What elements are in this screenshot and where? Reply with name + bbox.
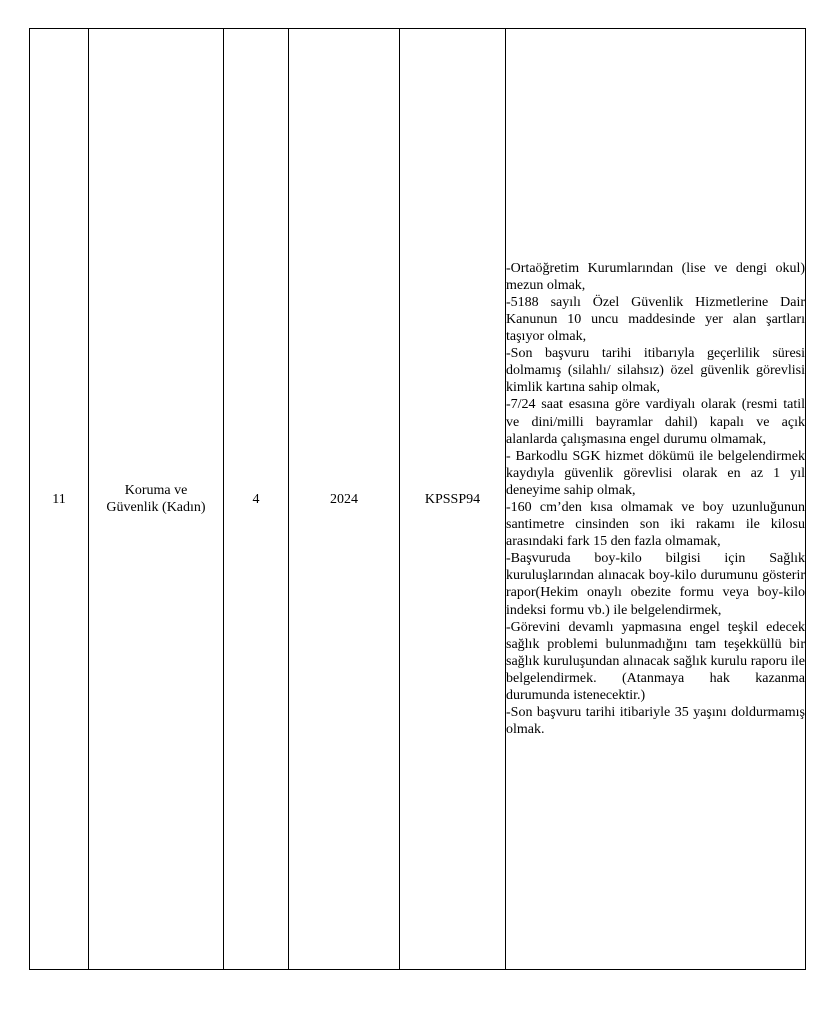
requirement-item: -Başvuruda boy-kilo bilgisi için Sağlık kuruluşlarından alınacak boy-kilo durumunu gösterir rapor(Hekim onaylı obezite formu veya boy-kilo indeksi formu vb.) ile belgelendirmek, [506,551,805,618]
requirement-item: -Son başvuru tarihi itibarıyla geçerlilik süresi dolmamış (silahlı/ silahsız) özel güvenlik görevlisi kimlik kartına sahip olmak, [506,346,805,396]
requirement-item: -7/24 saat esasına göre vardiyalı olarak (resmi tatil ve dini/milli bayramlar dahil) kapalı ve açık alanlarda çalışmasına engel durumu olmamak, [506,397,805,447]
position-title-line-1: Koruma ve [124,483,188,498]
count-cell: 4 [224,29,289,970]
score-type-cell: KPSSP94 [400,29,506,970]
requirement-item: -Görevini devamlı yapmasına engel teşkil edecek sağlık problemi bulunmadığını tam teşekküllü bir sağlık kuruluşundan alınacak sağlık kurulu raporu ile belgelendirmek. (Atanmaya hak kazanma durumunda istenecektir.) [506,619,805,704]
requirements-table [29,28,806,970]
sira-no-cell: 11 [30,29,89,970]
requirements-cell [506,29,806,970]
requirement-item: -Ortaöğretim Kurumlarından (lise ve dengi okul) mezun olmak, [506,260,805,293]
requirement-item: -5188 sayılı Özel Güvenlik Hizmetlerine Dair Kanunun 10 uncu maddesinde yer alan şartları taşıyor olmak, [506,294,805,345]
requirement-item: -Son başvuru tarihi itibariyle 35 yaşını doldurmamış olmak. [506,705,805,738]
year-cell: 2024 [289,29,400,970]
position-title-line-2: Güvenlik (Kadın) [106,500,206,515]
table-row [30,29,806,970]
requirement-item: -160 cm’den kısa olmamak ve boy uzunluğunun santimetre cinsinden son iki rakamı ile kilosu arasındaki fark 15 den fazla olmamak, [506,500,805,550]
position-title-cell [89,29,224,970]
requirement-item: - Barkodlu SGK hizmet dökümü ile belgelendirmek kaydıyla güvenlik görevlisi olarak en az 1 yıl deneyime sahip olmak, [506,448,805,498]
